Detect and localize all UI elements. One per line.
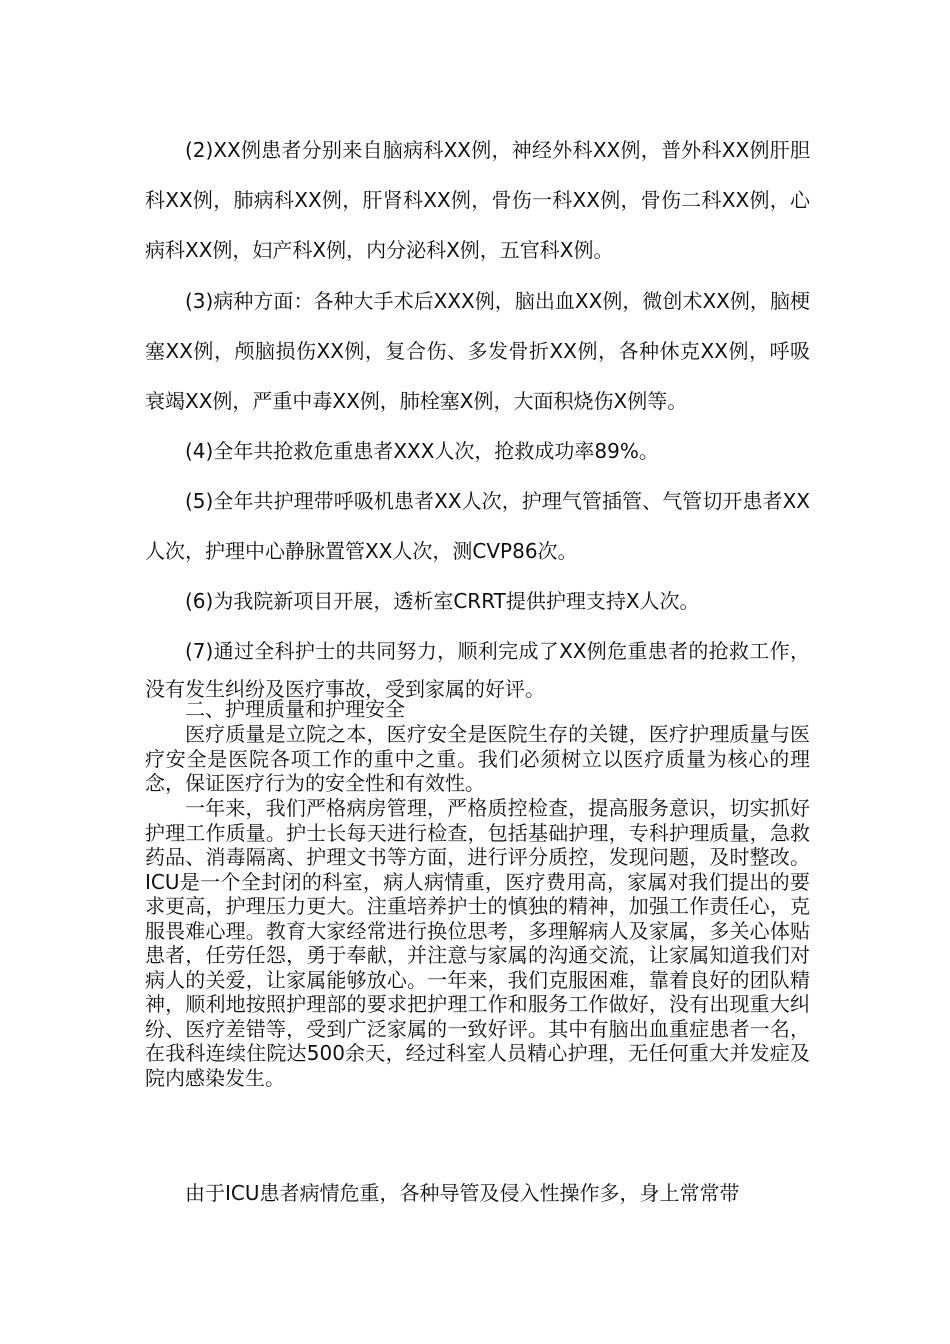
paragraph-crrt-support: (6)为我院新项目开展，透析室CRRT提供护理支持X人次。 xyxy=(185,589,700,613)
paragraph-quality-principle: 医疗质量是立院之本，医疗安全是医院生存的关键，医疗护理质量与医疗安全是医院各项工作的重中之重。我们必须树立以医疗质量为核心的理念，保证医疗行为的安全性和有效性。 xyxy=(145,722,810,795)
paragraph-ventilator-care: (5)全年共护理带呼吸机患者XX人次，护理气管插管、气管切开患者XX人次，护理中心静脉置管XX人次，测CVP86次。 xyxy=(145,489,810,563)
paragraph-department-breakdown: (2)XX例患者分别来自脑病科XX例，神经外科XX例，普外科XX例肝胆科XX例，肺病科XX例，肝肾科XX例，骨伤一科XX例，骨伤二科XX例，心病科XX例，妇产科X例，内分泌科X例，五官科X例。 xyxy=(145,138,810,262)
section-heading: 二、护理质量和护理安全 xyxy=(185,697,405,721)
paragraph-icu-risk: 由于ICU患者病情危重，各种导管及侵入性操作多，身上常常带 xyxy=(185,1181,740,1205)
paragraph-rescue-stats: (4)全年共抢救危重患者XXX人次，抢救成功率89%。 xyxy=(185,439,659,463)
paragraph-team-effort: (7)通过全科护士的共同努力，顺利完成了XX例危重患者的抢救工作，没有发生纠纷及医疗事故，受到家属的好评。 xyxy=(145,639,810,701)
paragraph-year-review: 一年来，我们严格病房管理，严格质控检查，提高服务意识，切实抓好护理工作质量。护士长每天进行检查，包括基础护理，专科护理质量，急救药品、消毒隔离、护理文书等方面，进行评分质控，发现问题，及时整改。ICU是一个全封闭的科室，病人病情重，医疗费用高，家属对我们提出的要求更高，护理压力更大。注重培养护士的慎独的精神，加强工作责任心，克服畏难心理。教育大家经常进行换位思考，多理解病人及家属，多关心体贴患者，任劳任怨，勇于奉献，并注意与家属的沟通交流，让家属知道我们对病人的关爱，让家属能够放心。一年来，我们克服困难，靠着良好的团队精神，顺利地按照护理部的要求把护理工作和服务工作做好，没有出现重大纠纷、医疗差错等，受到广泛家属的一致好评。其中有脑出血重症患者一名，在我科连续住院达500余天，经过科室人员精心护理，无任何重大并发症及院内感染发生。 xyxy=(145,796,810,1090)
paragraph-disease-types: (3)病种方面：各种大手术后XXX例，脑出血XX例，微创术XX例，脑梗塞XX例，颅脑损伤XX例，复合伤、多发骨折XX例，各种休克XX例，呼吸衰竭XX例，严重中毒XX例，肺栓塞X例，大面积烧伤X例等。 xyxy=(145,289,810,413)
